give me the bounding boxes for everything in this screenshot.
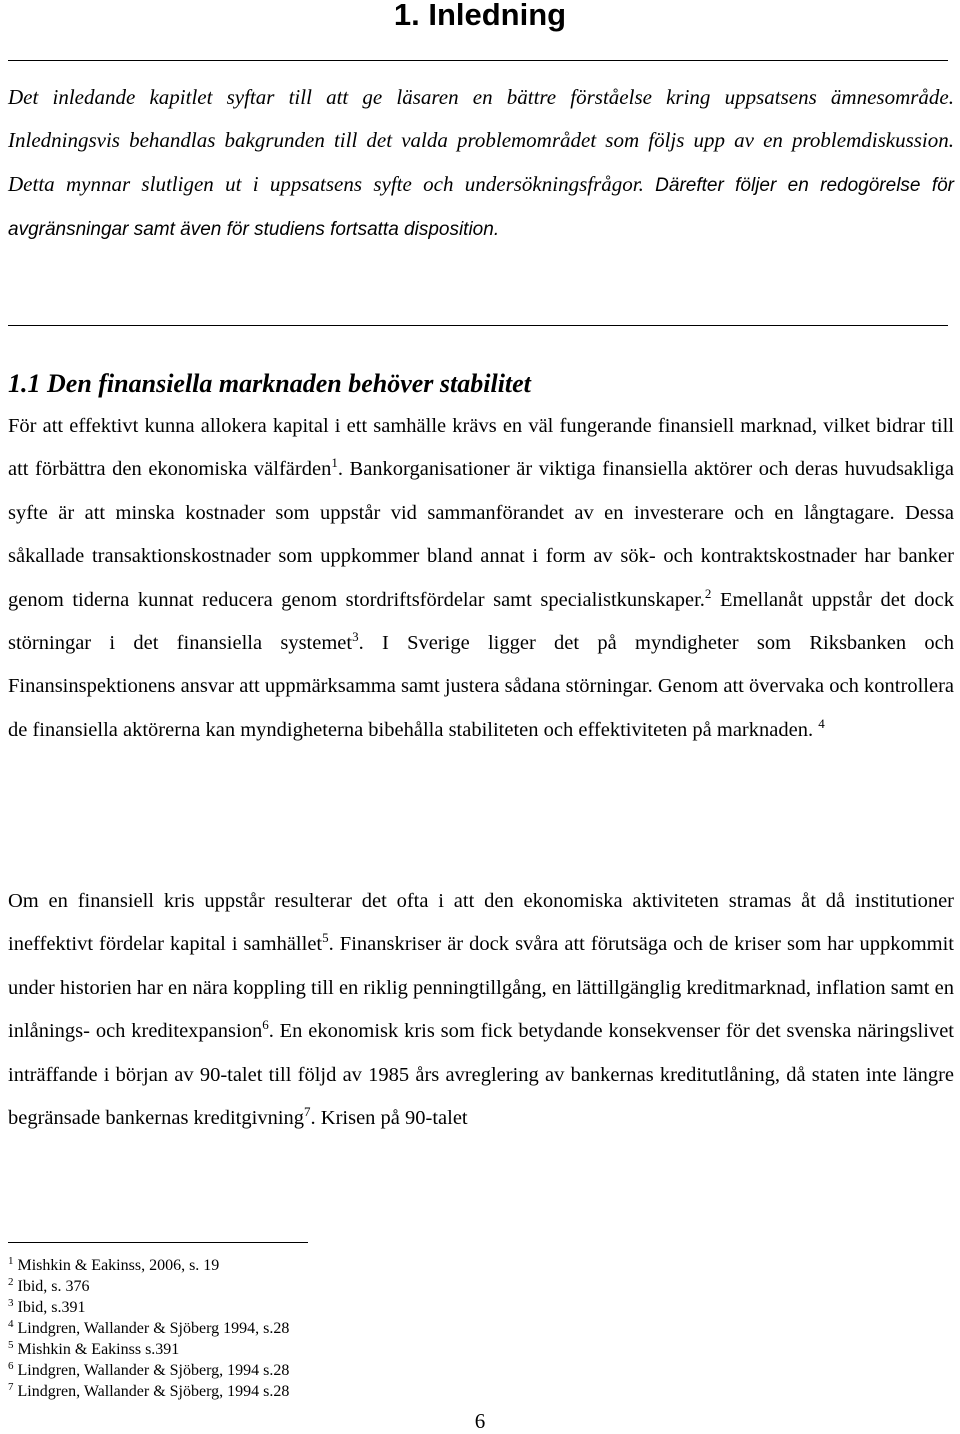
footnote-number: 4 xyxy=(8,1317,14,1330)
footnote-list xyxy=(8,1255,289,1402)
footnote-item xyxy=(8,1318,289,1339)
footnote-item xyxy=(8,1276,289,1297)
footnote-text: Mishkin & Eakinss s.391 xyxy=(17,1341,180,1358)
footnote-number: 7 xyxy=(8,1380,14,1393)
footnote-text: Ibid, s.391 xyxy=(17,1299,86,1316)
footnote-number: 1 xyxy=(8,1254,14,1267)
p2-text-b: . Finanskriser är dock svåra att förutsäga och de kriser som har uppkommit under historien har en nära koppling till en riklig penningtillgång, en lättillgänglig kreditmarknad, inflation samt en inlånings- och kreditexpansion xyxy=(8,933,954,1043)
footnote-ref-2: 2 xyxy=(704,585,712,601)
footnote-item xyxy=(8,1360,289,1381)
intro-sentence-1: Det inledande kapitlet syftar till att ge läsaren en bättre förståelse kring uppsatsens ämnesområde. Inledningsvis behandlas bakgrunden till det valda problemområdet som följs upp av en problemdiskussion. Detta mynnar slutligen ut i uppsatsens syfte och undersökningsfrågor. xyxy=(8,85,954,196)
footnote-text: Lindgren, Wallander & Sjöberg, 1994 s.28 xyxy=(17,1383,290,1400)
chapter-title: 1. Inledning xyxy=(393,0,567,32)
p2-text-d: . Krisen på 90-talet xyxy=(310,1107,468,1130)
top-divider xyxy=(8,60,948,61)
footnote-ref-1: 1 xyxy=(331,455,338,471)
footnote-divider xyxy=(8,1242,308,1243)
body-paragraph-2 xyxy=(8,880,954,1140)
footnote-text: Mishkin & Eakinss, 2006, s. 19 xyxy=(17,1257,220,1274)
intro-divider xyxy=(8,325,948,326)
intro-paragraph xyxy=(8,76,954,251)
footnote-item xyxy=(8,1381,289,1402)
p2-text-c: . En ekonomisk kris som fick betydande konsekvenser för det svenska näringslivet inträffande i början av 90-talet till följd av 1985 års avreglering av bankernas kreditutlåning, då staten inte längre begränsade bankernas kreditgivning xyxy=(8,1020,954,1130)
footnote-text: Lindgren, Wallander & Sjöberg 1994, s.28 xyxy=(17,1320,290,1337)
footnote-number: 2 xyxy=(8,1275,14,1288)
footnote-ref-3: 3 xyxy=(352,629,359,645)
footnote-ref-5: 5 xyxy=(322,930,329,946)
page-number: 6 xyxy=(474,1409,486,1433)
p1-text-d: . I Sverige ligger det på myndigheter som Riksbanken och Finansinspektionens ansvar att uppmärksamma samt justera sådana störningar. Genom att övervaka och kontrollera de finansiella aktörerna kan myndigheterna bibehålla stabiliteten och effektiviteten på marknaden. xyxy=(8,632,954,741)
intro-sentence-2: Därefter följer en redogörelse för avgränsningar samt även för studiens fortsatta disposition. xyxy=(8,174,954,240)
footnote-ref-6: 6 xyxy=(262,1017,269,1033)
footnote-ref-7: 7 xyxy=(304,1104,311,1120)
footnote-number: 5 xyxy=(8,1338,14,1351)
p1-text-b: . Bankorganisationer är viktiga finansiella aktörer och deras huvudsakliga syfte är att minska kostnader som uppstår vid sammanförandet av en investerare och en långtagare. Dessa såkallade transaktionskostnader som uppkommer bland annat i form av sök- och kontraktskostnader har banker genom tiderna kunnat reducera genom stordriftsfördelar samt specialistkunskaper. xyxy=(8,458,955,611)
footnote-item xyxy=(8,1297,289,1318)
body-paragraph-1 xyxy=(8,405,954,752)
p1-text-c: Emellanåt uppstår det dock störningar i det finansiella systemet xyxy=(8,588,955,655)
footnote-number: 6 xyxy=(8,1359,14,1372)
footnote-item xyxy=(8,1255,289,1276)
section-heading: 1.1 Den finansiella marknaden behöver stabilitet xyxy=(8,369,531,398)
footnote-text: Ibid, s. 376 xyxy=(17,1278,90,1295)
footnote-ref-4: 4 xyxy=(818,716,825,732)
footnote-item xyxy=(8,1339,289,1360)
footnote-number: 3 xyxy=(8,1296,14,1309)
footnote-text: Lindgren, Wallander & Sjöberg, 1994 s.28 xyxy=(17,1362,290,1379)
p1-text-a: För att effektivt kunna allokera kapital i ett samhälle krävs en väl fungerande finansiell marknad, vilket bidrar till att förbättra den ekonomiska välfärden xyxy=(8,415,954,481)
p2-text-a: Om en finansiell kris uppstår resulterar det ofta i att den ekonomiska aktiviteten stramas åt då institutioner ineffektivt fördelar kapital i samhället xyxy=(8,890,954,956)
